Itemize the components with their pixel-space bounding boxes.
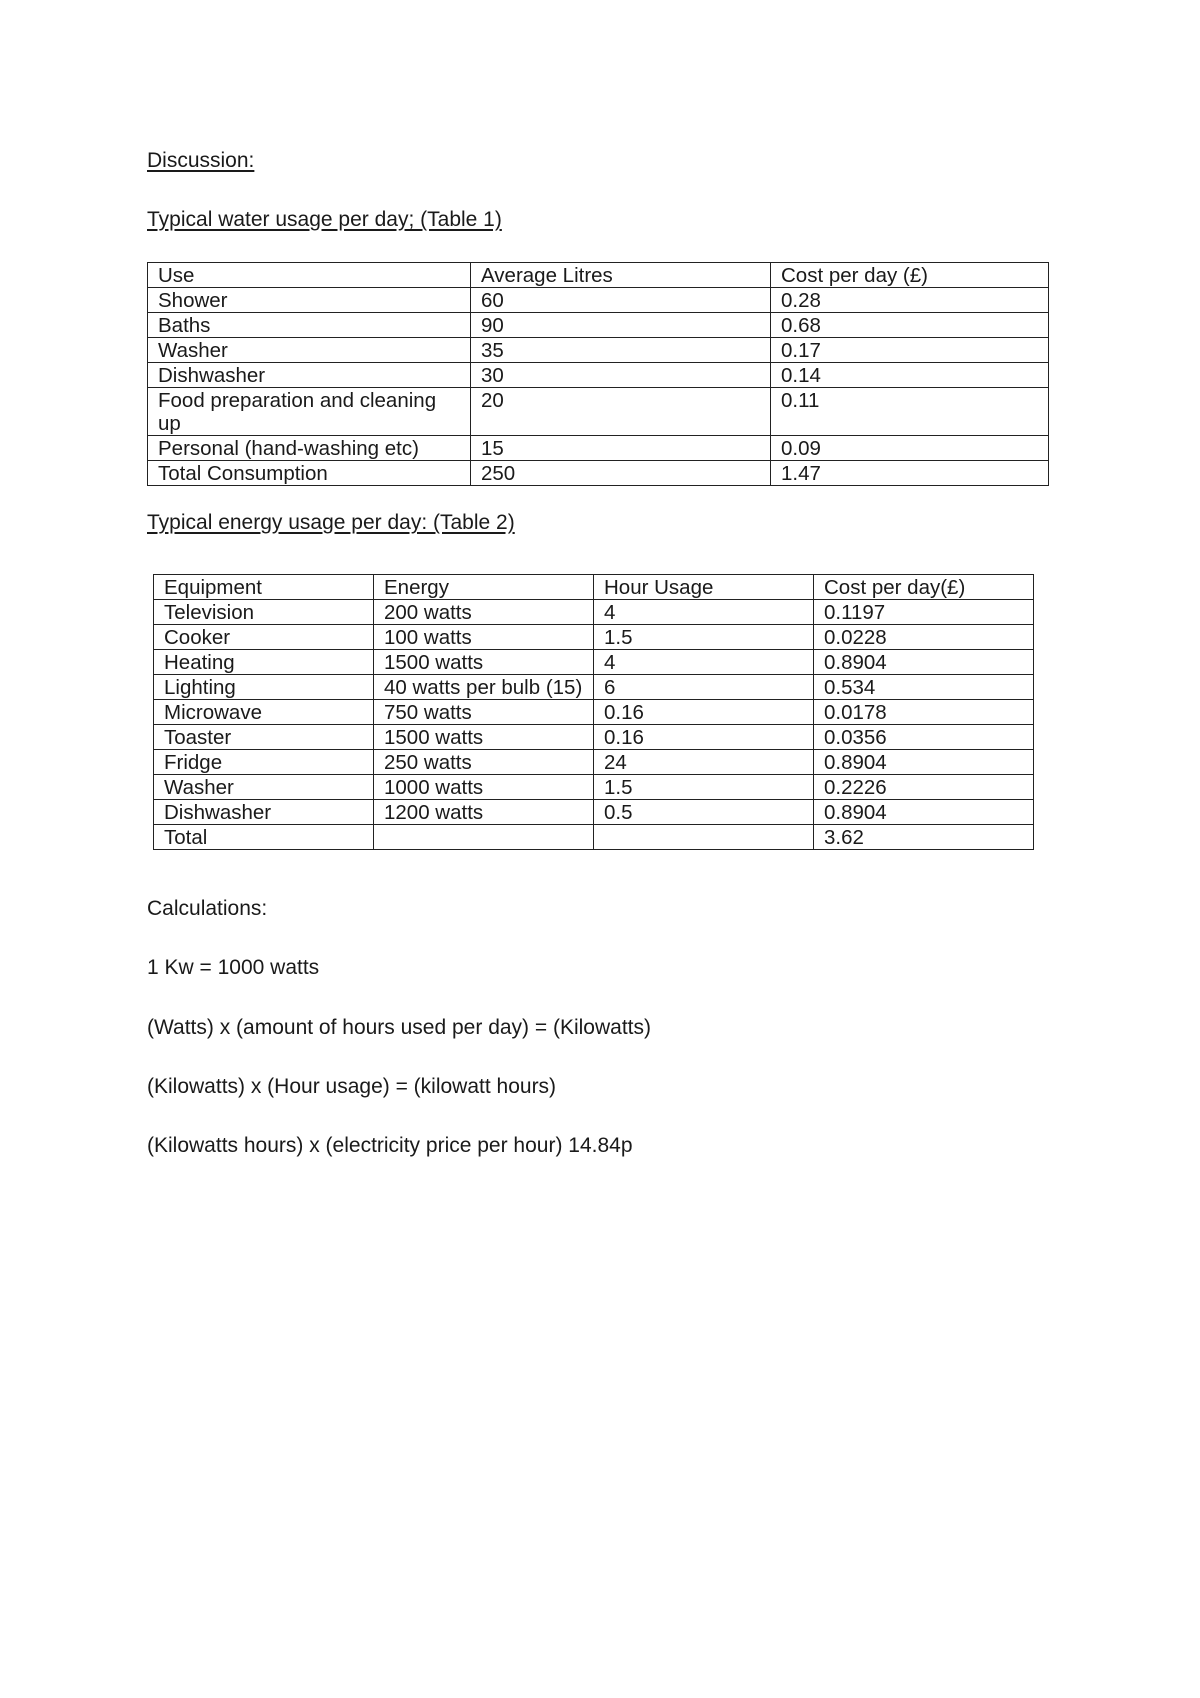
table-cell: 6 xyxy=(594,675,814,700)
table-cell: Food preparation and cleaning up xyxy=(148,388,471,436)
table-cell: Microwave xyxy=(154,700,374,725)
table-cell: Television xyxy=(154,600,374,625)
water-usage-table xyxy=(147,262,1049,486)
table-cell: 0.68 xyxy=(771,313,1049,338)
table-cell: 4 xyxy=(594,600,814,625)
header-cell: Use xyxy=(148,263,471,288)
table-cell: 1500 watts xyxy=(374,650,594,675)
table-cell: 1000 watts xyxy=(374,775,594,800)
energy-usage-table xyxy=(153,574,1034,850)
table-row xyxy=(148,388,1049,436)
table-cell: 0.17 xyxy=(771,338,1049,363)
table-total-row xyxy=(154,825,1034,850)
table-cell: Washer xyxy=(148,338,471,363)
table-cell: 0.8904 xyxy=(814,650,1034,675)
table-header-row xyxy=(148,263,1049,288)
table-cell: 0.28 xyxy=(771,288,1049,313)
table-cell: 750 watts xyxy=(374,700,594,725)
header-cell: Energy xyxy=(374,575,594,600)
table-cell: 0.1197 xyxy=(814,600,1034,625)
header-cell: Cost per day (£) xyxy=(771,263,1049,288)
header-cell: Average Litres xyxy=(471,263,771,288)
table-row xyxy=(154,600,1034,625)
table-cell: Baths xyxy=(148,313,471,338)
table1-title: Typical water usage per day; (Table 1) xyxy=(147,208,502,231)
table-cell: 0.14 xyxy=(771,363,1049,388)
table-cell: 0.8904 xyxy=(814,750,1034,775)
table-row xyxy=(154,625,1034,650)
table-row xyxy=(154,775,1034,800)
table-row xyxy=(154,650,1034,675)
table-cell: 0.16 xyxy=(594,725,814,750)
table-cell: 0.8904 xyxy=(814,800,1034,825)
calculation-line: 1 Kw = 1000 watts xyxy=(147,956,320,979)
table-cell xyxy=(594,825,814,850)
table-cell: 1.5 xyxy=(594,775,814,800)
calculations-heading: Calculations: xyxy=(147,897,268,920)
table-cell: Shower xyxy=(148,288,471,313)
table-cell: Fridge xyxy=(154,750,374,775)
table-cell: 0.5 xyxy=(594,800,814,825)
table-row xyxy=(148,338,1049,363)
table-cell: 1.5 xyxy=(594,625,814,650)
calculation-line: (Kilowatts) x (Hour usage) = (kilowatt hours) xyxy=(147,1075,557,1098)
table-cell: 1500 watts xyxy=(374,725,594,750)
header-cell: Cost per day(£) xyxy=(814,575,1034,600)
table-cell: 4 xyxy=(594,650,814,675)
table-cell: 1200 watts xyxy=(374,800,594,825)
table-cell: 100 watts xyxy=(374,625,594,650)
table-cell: 0.0356 xyxy=(814,725,1034,750)
table-cell: 0.16 xyxy=(594,700,814,725)
calculation-line: (Kilowatts hours) x (electricity price per hour) 14.84p xyxy=(147,1134,633,1157)
table-cell: 1.47 xyxy=(771,461,1049,486)
table-cell: 0.11 xyxy=(771,388,1049,436)
table-cell: Washer xyxy=(154,775,374,800)
table-cell: Personal (hand-washing etc) xyxy=(148,436,471,461)
table-cell: Total Consumption xyxy=(148,461,471,486)
table-cell: 20 xyxy=(471,388,771,436)
table-cell: Dishwasher xyxy=(154,800,374,825)
table-cell: Total xyxy=(154,825,374,850)
table-row xyxy=(154,700,1034,725)
table-cell: 30 xyxy=(471,363,771,388)
table-cell: Cooker xyxy=(154,625,374,650)
table2-title: Typical energy usage per day: (Table 2) xyxy=(147,511,515,534)
table-row xyxy=(154,675,1034,700)
table-row xyxy=(148,313,1049,338)
table-cell: 250 xyxy=(471,461,771,486)
table-cell: 0.0178 xyxy=(814,700,1034,725)
calculation-line: (Watts) x (amount of hours used per day) = (Kilowatts) xyxy=(147,1016,651,1039)
table-cell: 0.09 xyxy=(771,436,1049,461)
table-cell: 40 watts per bulb (15) xyxy=(374,675,594,700)
table-cell: 90 xyxy=(471,313,771,338)
table-cell: 35 xyxy=(471,338,771,363)
table-cell: 250 watts xyxy=(374,750,594,775)
table-row xyxy=(148,363,1049,388)
table-cell xyxy=(374,825,594,850)
table-row xyxy=(154,725,1034,750)
table-cell: Lighting xyxy=(154,675,374,700)
table-row xyxy=(154,750,1034,775)
table-cell: 200 watts xyxy=(374,600,594,625)
table-header-row xyxy=(154,575,1034,600)
table-row xyxy=(148,436,1049,461)
table-row xyxy=(154,800,1034,825)
table-cell: 3.62 xyxy=(814,825,1034,850)
table-cell: Toaster xyxy=(154,725,374,750)
table-cell: 60 xyxy=(471,288,771,313)
table-row xyxy=(148,288,1049,313)
table-total-row xyxy=(148,461,1049,486)
table-cell: Dishwasher xyxy=(148,363,471,388)
table-cell: 0.0228 xyxy=(814,625,1034,650)
discussion-heading: Discussion: xyxy=(147,149,255,172)
table-cell: 0.534 xyxy=(814,675,1034,700)
header-cell: Equipment xyxy=(154,575,374,600)
table-cell: Heating xyxy=(154,650,374,675)
table-cell: 15 xyxy=(471,436,771,461)
table-cell: 24 xyxy=(594,750,814,775)
table-cell: 0.2226 xyxy=(814,775,1034,800)
header-cell: Hour Usage xyxy=(594,575,814,600)
